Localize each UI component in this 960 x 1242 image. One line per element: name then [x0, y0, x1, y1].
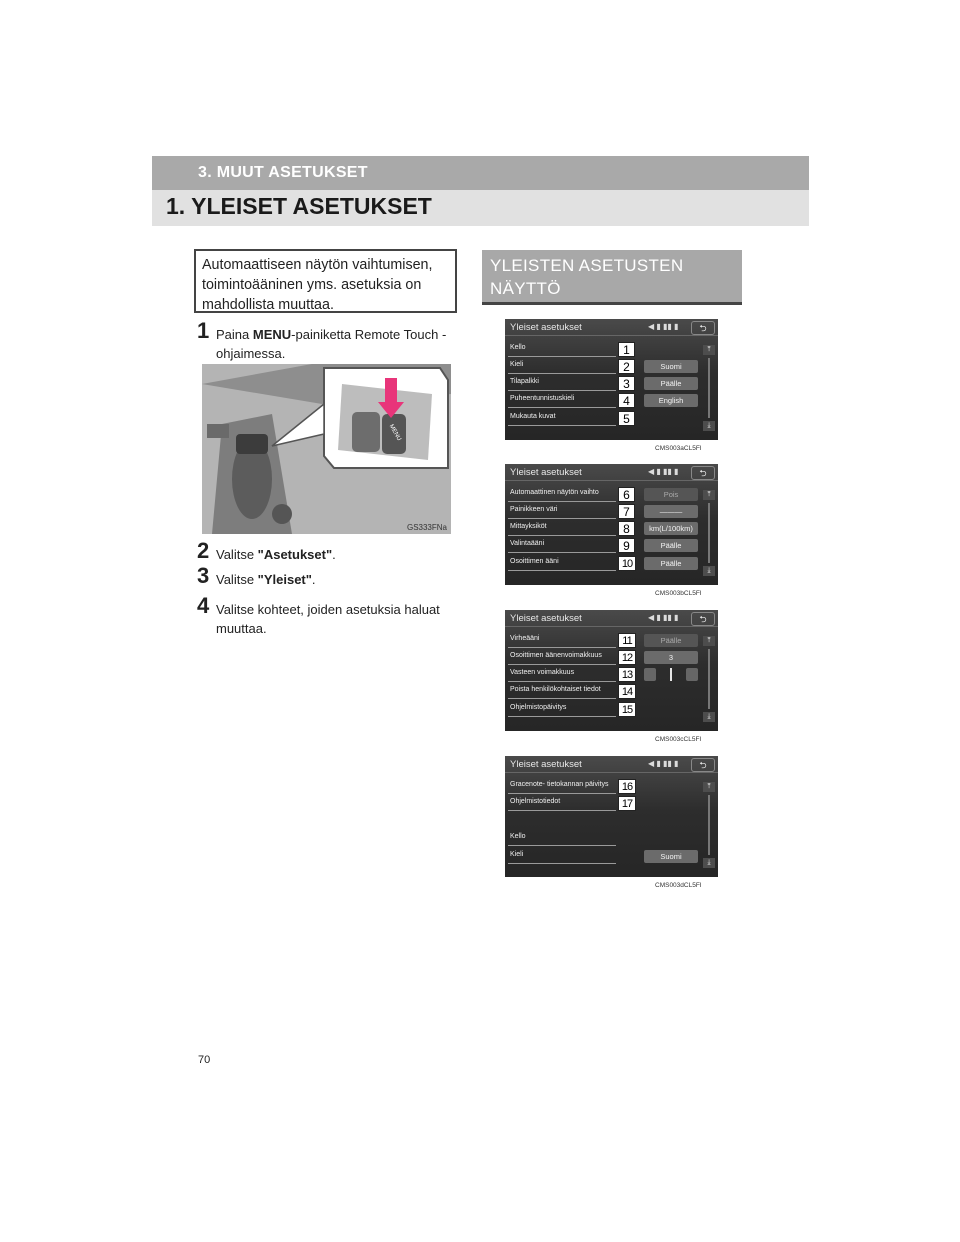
- scrollbar[interactable]: [703, 345, 715, 431]
- step-number: 3: [197, 563, 210, 588]
- callout-number: 15: [618, 702, 636, 717]
- setting-row[interactable]: [505, 537, 718, 554]
- remote-touch-illustration: [202, 364, 451, 534]
- setting-label: Osoittimen äänenvoimakkuus: [510, 652, 602, 659]
- callout-number: 13: [618, 667, 636, 682]
- setting-label: Mittayksiköt: [510, 523, 547, 530]
- callout-number: 2: [618, 359, 635, 374]
- row-underline: [508, 373, 616, 374]
- scroll-up-icon[interactable]: ⤒: [703, 782, 715, 792]
- remote-touch-photo: [202, 364, 451, 534]
- scrollbar[interactable]: [703, 636, 715, 722]
- setting-row[interactable]: [505, 778, 718, 795]
- step-number: 4: [197, 593, 210, 618]
- settings-screen: [505, 610, 718, 731]
- callout-number: 7: [618, 504, 635, 519]
- scroll-track[interactable]: [708, 503, 710, 563]
- step-3: [197, 563, 462, 590]
- callout-number: 5: [618, 411, 635, 426]
- step-2: [197, 538, 462, 565]
- setting-value-button[interactable]: Suomi: [644, 850, 698, 863]
- callout-number: 1: [618, 342, 635, 357]
- setting-row[interactable]: [505, 683, 718, 700]
- scroll-down-icon[interactable]: ⤓: [703, 712, 715, 722]
- right-header-line2: NÄYTTÖ: [490, 279, 561, 298]
- step-text: [216, 545, 461, 564]
- scrollbar[interactable]: [703, 782, 715, 868]
- title-divider: [505, 626, 718, 627]
- scroll-down-icon[interactable]: ⤓: [703, 421, 715, 431]
- setting-value-button[interactable]: ———: [644, 505, 698, 518]
- step-number: 1: [197, 318, 210, 343]
- step-4: [197, 593, 462, 640]
- title-divider: [505, 335, 718, 336]
- setting-value-button[interactable]: km(L/100km): [644, 522, 698, 535]
- setting-row[interactable]: [505, 358, 718, 375]
- callout-number: 16: [618, 779, 636, 794]
- settings-screen: [505, 756, 718, 877]
- callout-number: 8: [618, 521, 635, 536]
- setting-value-button[interactable]: Suomi: [644, 360, 698, 373]
- row-underline: [508, 407, 616, 408]
- row-underline: [508, 716, 616, 717]
- setting-label: Kello: [510, 344, 526, 351]
- setting-row[interactable]: [505, 701, 718, 718]
- setting-label: Poista henkilökohtaiset tiedot: [510, 686, 601, 693]
- setting-row[interactable]: [505, 520, 718, 537]
- row-underline: [508, 552, 616, 553]
- section-title: 3. MUUT ASETUKSET: [198, 164, 368, 181]
- step-text-pre: Valitse: [216, 547, 258, 562]
- setting-label: Mukauta kuvat: [510, 413, 556, 420]
- setting-label: Kieli: [510, 361, 524, 368]
- row-underline: [508, 425, 616, 426]
- scroll-track[interactable]: [708, 358, 710, 418]
- callout-number: 6: [618, 487, 635, 502]
- scroll-up-icon[interactable]: ⤒: [703, 490, 715, 500]
- step-text: [216, 570, 461, 589]
- setting-label: Kieli: [510, 851, 524, 858]
- setting-value-button[interactable]: English: [644, 394, 698, 407]
- chapter-title: 1. YLEISET ASETUKSET: [166, 193, 432, 219]
- status-icons: ◀ ▮ ▮▮ ▮: [648, 759, 679, 768]
- step-number: 2: [197, 538, 210, 563]
- setting-label: Tilapalkki: [510, 378, 539, 385]
- status-icons: ◀ ▮ ▮▮ ▮: [648, 613, 679, 622]
- setting-label: Painikkeen väri: [510, 506, 558, 513]
- callout-number: 9: [618, 538, 635, 553]
- callout-number: 14: [618, 684, 636, 699]
- callout-number: 3: [618, 376, 635, 391]
- setting-row[interactable]: [505, 649, 718, 666]
- setting-label: Vasteen voimakkuus: [510, 669, 575, 676]
- settings-screen: [505, 319, 718, 440]
- callout-number: 10: [618, 556, 636, 571]
- step-text-post: .: [332, 547, 336, 562]
- row-underline: [508, 501, 616, 502]
- menu-keyword: MENU: [252, 327, 292, 342]
- setting-value-button[interactable]: Päälle: [644, 539, 698, 552]
- settings-screen: [505, 464, 718, 585]
- step-text-post: -painiketta Remote Touch -ohjaimessa.: [216, 327, 447, 361]
- setting-label: Ohjelmistotiedot: [510, 798, 561, 805]
- screen-title: Yleiset asetukset: [510, 759, 582, 770]
- step-text: [216, 325, 461, 363]
- setting-row[interactable]: [505, 375, 718, 392]
- row-underline: [508, 793, 616, 794]
- asetukset-keyword: "Asetukset": [257, 547, 333, 562]
- setting-label: Osoittimen ääni: [510, 558, 559, 565]
- setting-label: Ohjelmistopäivitys: [510, 704, 567, 711]
- screen-code: CMS003cCL5FI: [655, 736, 702, 743]
- intro-line: Automaattiseen näytön vaihtumisen,: [202, 257, 433, 273]
- right-section-header: [482, 250, 742, 305]
- callout-number: 4: [618, 393, 635, 408]
- intro-line: mahdollista muuttaa.: [202, 297, 334, 313]
- setting-row[interactable]: [505, 632, 718, 649]
- setting-row[interactable]: [505, 666, 718, 683]
- title-divider: [505, 480, 718, 481]
- setting-value-button[interactable]: 3: [644, 651, 698, 664]
- row-underline: [508, 390, 616, 391]
- intro-box: [194, 249, 457, 313]
- screen-title: Yleiset asetukset: [510, 467, 582, 478]
- row-underline: [508, 570, 616, 571]
- screen-code: CMS003bCL5FI: [655, 590, 702, 597]
- setting-row[interactable]: [505, 830, 718, 847]
- step-text-pre: Valitse: [216, 572, 258, 587]
- row-underline: [508, 863, 616, 864]
- status-icons: ◀ ▮ ▮▮ ▮: [648, 322, 679, 331]
- setting-label: Gracenote- tietokannan päivitys: [510, 781, 609, 788]
- scroll-up-icon[interactable]: ⤒: [703, 636, 715, 646]
- setting-label: Puheentunnistuskieli: [510, 395, 575, 402]
- setting-value-button[interactable]: Päälle: [644, 377, 698, 390]
- row-underline: [508, 535, 616, 536]
- row-underline: [508, 518, 616, 519]
- right-header-line1: YLEISTEN ASETUSTEN: [490, 256, 684, 275]
- setting-row[interactable]: [505, 341, 718, 358]
- callout-number: 12: [618, 650, 636, 665]
- scroll-down-icon[interactable]: ⤓: [703, 566, 715, 576]
- scrollbar[interactable]: [703, 490, 715, 576]
- setting-row[interactable]: [505, 503, 718, 520]
- setting-row[interactable]: [505, 486, 718, 503]
- scroll-track[interactable]: [708, 795, 710, 855]
- screen-code: CMS003aCL5FI: [655, 445, 702, 452]
- setting-label: Kello: [510, 833, 526, 840]
- back-button[interactable]: ⮌: [691, 321, 715, 335]
- row-underline: [508, 647, 616, 648]
- setting-label: Automaattinen näytön vaihto: [510, 489, 599, 496]
- screen-code: CMS003dCL5FI: [655, 882, 702, 889]
- setting-row[interactable]: [505, 392, 718, 409]
- row-underline: [508, 810, 616, 811]
- back-button[interactable]: ⮌: [691, 466, 715, 480]
- setting-row[interactable]: [505, 795, 718, 812]
- setting-label: Virheääni: [510, 635, 540, 642]
- intro-line: toimintoääninen yms. asetuksia on: [202, 277, 422, 293]
- row-underline: [508, 845, 616, 846]
- step-text-pre: Paina: [216, 327, 253, 342]
- step-text: Valitse kohteet, joiden asetuksia haluat muuttaa.: [216, 602, 440, 636]
- row-underline: [508, 664, 616, 665]
- screen-title: Yleiset asetukset: [510, 613, 582, 624]
- back-button[interactable]: ⮌: [691, 758, 715, 772]
- callout-number: 17: [618, 796, 636, 811]
- screen-title: Yleiset asetukset: [510, 322, 582, 333]
- callout-number: 11: [618, 633, 636, 648]
- setting-row[interactable]: [505, 848, 718, 865]
- step-1: [197, 318, 462, 365]
- back-button[interactable]: ⮌: [691, 612, 715, 626]
- setting-row[interactable]: [505, 410, 718, 427]
- row-underline: [508, 681, 616, 682]
- status-icons: ◀ ▮ ▮▮ ▮: [648, 467, 679, 476]
- setting-value-button[interactable]: Päälle: [644, 557, 698, 570]
- row-underline: [508, 356, 616, 357]
- setting-value-button[interactable]: Pois: [644, 488, 698, 501]
- menu-button-label: MENU: [387, 423, 402, 442]
- step-text-post: .: [311, 572, 316, 587]
- setting-value-button[interactable]: Päälle: [644, 634, 698, 647]
- setting-label: Valintaääni: [510, 540, 545, 547]
- title-divider: [505, 772, 718, 773]
- scroll-track[interactable]: [708, 649, 710, 709]
- volume-level-indicator[interactable]: [644, 668, 698, 681]
- scroll-down-icon[interactable]: ⤓: [703, 858, 715, 868]
- setting-row[interactable]: [505, 555, 718, 572]
- page-number: 70: [198, 1054, 211, 1066]
- photo-caption: GS333FNa: [406, 523, 447, 532]
- yleiset-keyword: "Yleiset": [257, 572, 312, 587]
- scroll-up-icon[interactable]: ⤒: [703, 345, 715, 355]
- row-underline: [508, 698, 616, 699]
